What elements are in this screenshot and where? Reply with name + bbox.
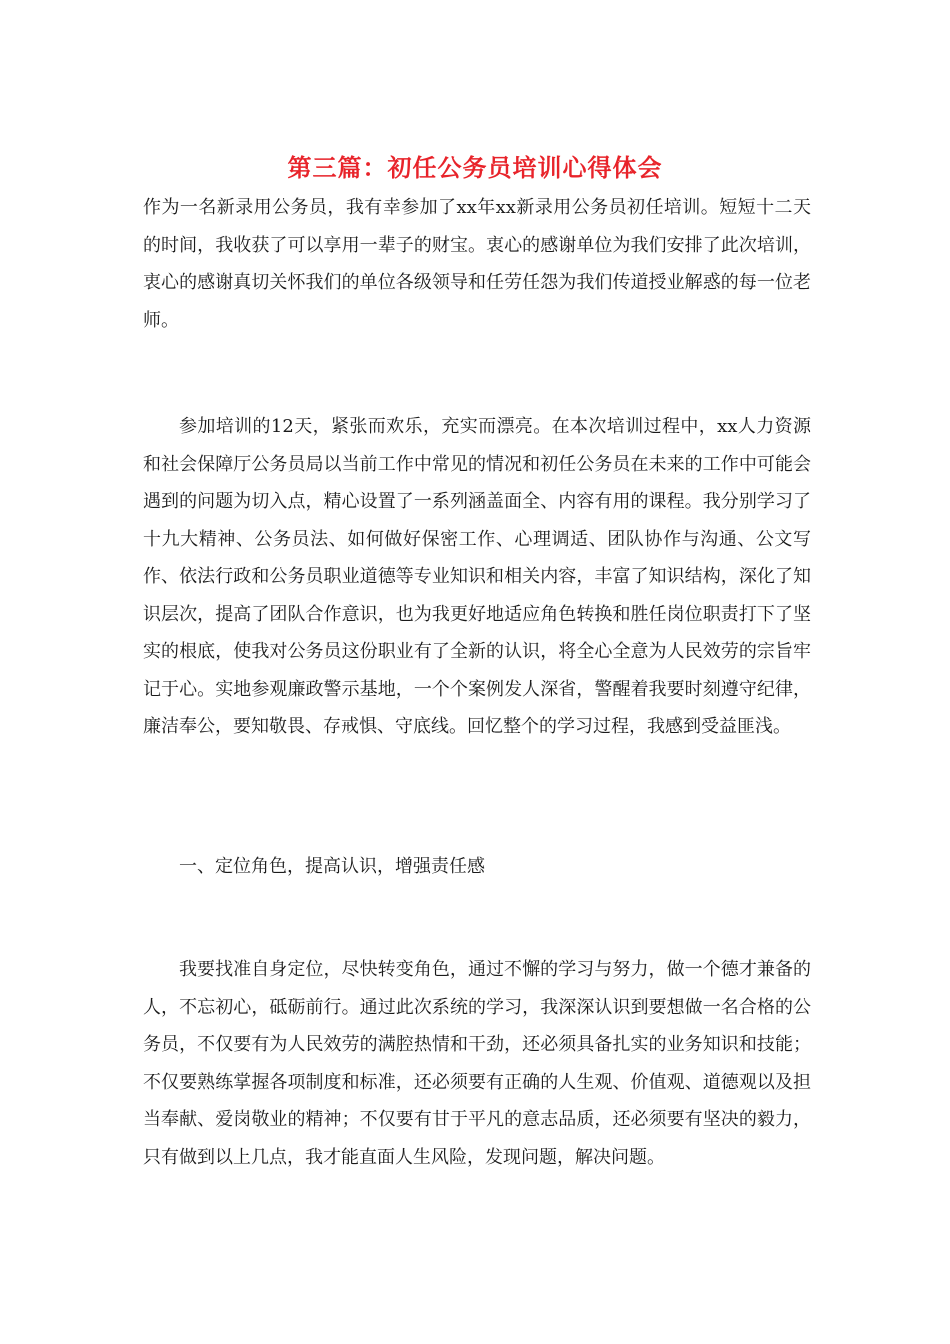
section-heading-1: 一、定位角色，提高认识，增强责任感 [179,856,485,877]
training-summary-paragraph: 参加培训的12天，紧张而欢乐，充实而漂亮。在本次培训过程中，xx人力资源和社会保障厅公务员局以当前工作中常见的情况和初任公务员在未来的工作中可能会遇到的问题为切入点，精心设置了一系列涵盖面全、内容有用的课程。我分别学习了十九大精神、公务员法、如何做好保密工作、心理调适、团队协作与沟通、公文写作、依法行政和公务员职业道德等专业知识和相关内容，丰富了知识结构，深化了知识层次，提高了团队合作意识，也为我更好地适应角色转换和胜任岗位职责打下了坚实的根底，使我对公务员这份职业有了全新的认识，将全心全意为人民效劳的宗旨牢记于心。实地参观廉政警示基地，一个个案例发人深省，警醒着我要时刻遵守纪律，廉洁奉公，要知敬畏、存戒惧、守底线。回忆整个的学习过程，我感到受益匪浅。 [143,416,811,737]
section-1-paragraph: 我要找准自身定位，尽快转变角色，通过不懈的学习与努力，做一个德才兼备的人，不忘初心，砥砺前行。通过此次系统的学习，我深深认识到要想做一名合格的公务员，不仅要有为人民效劳的满腔热情和干劲，还必须具备扎实的业务知识和技能；不仅要熟练掌握各项制度和标准，还必须要有正确的人生观、价值观、道德观以及担当奉献、爱岗敬业的精神；不仅要有甘于平凡的意志品质，还必须要有坚决的毅力，只有做到以上几点，我才能直面人生风险，发现问题，解决问题。 [143,959,811,1168]
document-title: 第三篇：初任公务员培训心得体会 [287,153,663,182]
intro-paragraph: 作为一名新录用公务员，我有幸参加了xx年xx新录用公务员初任培训。短短十二天的时间，我收获了可以享用一辈子的财宝。衷心的感谢单位为我们安排了此次培训，衷心的感谢真切关怀我们的单位各级领导和任劳任怨为我们传道授业解惑的每一位老师。 [143,197,811,331]
